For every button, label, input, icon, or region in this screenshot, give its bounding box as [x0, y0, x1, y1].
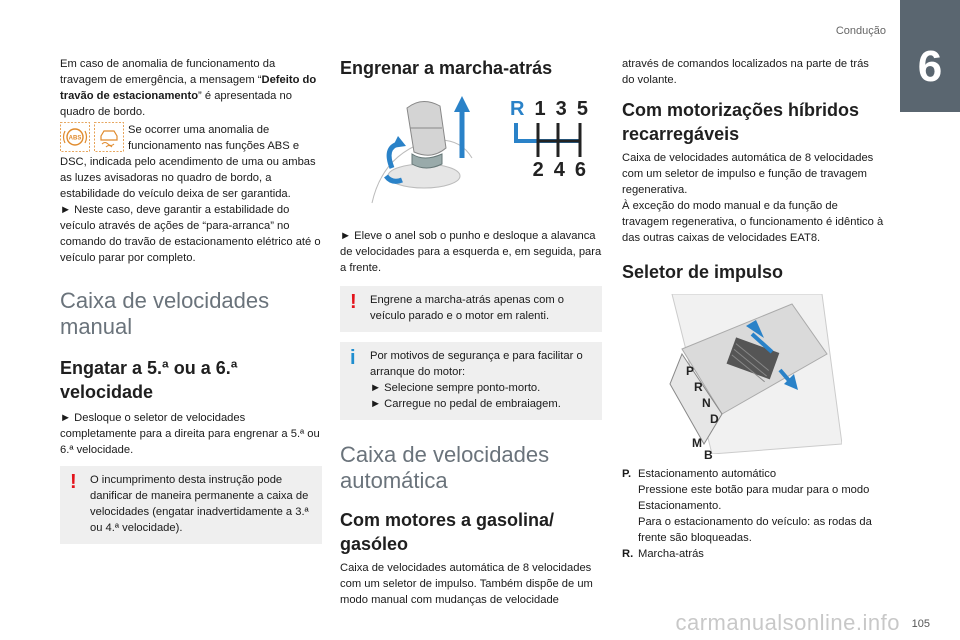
selector-letter-m: M: [692, 436, 702, 450]
selector-definition-list: [622, 466, 884, 562]
info-i-icon: i: [350, 347, 356, 369]
gear-label-5: 5: [576, 98, 588, 120]
gear-gate-lines: [510, 121, 588, 159]
gear-label-6: 6: [574, 159, 586, 181]
gear-pattern-diagram: [510, 98, 588, 188]
definition-p: P. Estacionamento automático Pressione este botão para mudar para o modo Estacionamento. Para o estacionamento do veículo: as rodas da frente são bloqueadas.: [622, 468, 872, 544]
abs-warning-icon: [60, 122, 90, 152]
column-3: [622, 56, 884, 562]
bullet-engage-reverse: ► Eleve o anel sob o punho e desloque a alavanca de velocidades para a esquerda e, em seguida, para a frente.: [340, 230, 602, 274]
dsc-warning-icon: [94, 122, 124, 152]
warning-note-reverse: ! Engrene a marcha-atrás apenas com o veículo parado e o motor em ralenti.: [340, 286, 602, 332]
page-header-title: Condução: [835, 25, 886, 37]
selector-letter-d: D: [710, 412, 719, 426]
abs-warning-row: [60, 122, 322, 154]
heading-manual-gearbox: Caixa de velocidades manual: [60, 288, 270, 339]
gear-label-1: 1: [534, 98, 546, 120]
impulse-selector-illustration: [622, 294, 884, 462]
paragraph-brake-anomaly: Em caso de anomalia de funcionamento da travagem de emergência, a mensagem “Defeito do travão de estacionamento” é apresentada no quadro de bordo.: [60, 58, 317, 118]
warning-exclamation-icon: !: [70, 471, 77, 493]
heading-engage-5-6: Engatar a 5.ª ou a 6.ª velocidade: [60, 358, 238, 402]
heading-engage-reverse: Engrenar a marcha-atrás: [340, 58, 553, 78]
selector-letter-p: P: [686, 364, 695, 378]
heading-automatic-gearbox: Caixa de velocidades automática: [340, 442, 550, 493]
chapter-number: 6: [917, 42, 943, 91]
selector-letters: [682, 364, 762, 462]
gear-label-4: 4: [553, 159, 565, 181]
gear-lever-illustration: [362, 88, 482, 208]
warning-exclamation-icon: !: [350, 291, 357, 313]
reverse-gear-illustration: [340, 88, 602, 208]
page-number: 105: [911, 618, 930, 630]
abs-warning-text: DSC, indicada pelo acendimento de uma ou ambas as luzes avisadoras no quadro de bordo, a estabilidade do veículo deixa de ser garantida.: [60, 156, 316, 200]
selector-letter-r: R: [694, 380, 703, 394]
heading-hybrid: Com motorizações híbridos recarregáveis: [622, 100, 860, 144]
paragraph-petrol-diesel: Caixa de velocidades automática de 8 velocidades com um seletor de impulso. Também dispõe de um modo manual com mudanças de velocidade: [340, 562, 593, 606]
watermark: carmanualsonline.info: [675, 610, 900, 635]
gear-label-r: R: [510, 98, 525, 120]
selector-letter-n: N: [702, 396, 711, 410]
gear-label-2: 2: [532, 159, 544, 181]
paragraph-hybrid-1: Caixa de velocidades automática de 8 velocidades com um seletor de impulso e função de travagem regenerativa.: [622, 152, 874, 196]
heading-impulse-selector: Seletor de impulso: [622, 262, 784, 282]
bullet-engage-5-6: ► Desloque o seletor de velocidades completamente para a direita para engrenar a 5.ª ou 6.ª velocidade.: [60, 412, 320, 456]
column-1: [60, 56, 322, 544]
warning-note-gear-damage: ! O incumprimento desta instrução pode danificar de maneira permanente a caixa de velocidades (engatar inadvertidamente a 3.ª ou 4.ª velocidade).: [60, 466, 322, 544]
column-2: [340, 56, 602, 608]
definition-r: R. Marcha-atrás: [622, 548, 704, 560]
gear-label-3: 3: [555, 98, 567, 120]
chapter-tab: [900, 0, 960, 112]
paragraph-steering-controls: através de comandos localizados na parte de trás do volante.: [622, 58, 869, 86]
paragraph-hybrid-2: À exceção do modo manual e da função de travagem regenerativa, o funcionamento é idêntico à das outras caixas de velocidades EAT8.: [622, 200, 884, 244]
svg-text:ABS: ABS: [68, 135, 82, 142]
heading-petrol-diesel: Com motores a gasolina/ gasóleo: [340, 510, 555, 554]
selector-letter-b: B: [704, 448, 713, 462]
abs-warning-inline-text: Se ocorrer uma anomalia de funcionamento nas funções ABS e: [128, 124, 300, 152]
info-note-safety: i Por motivos de segurança e para facilitar o arranque do motor: ► Selecione sempre ponto-morto. ► Carregue no pedal de embraiagem.: [340, 342, 602, 420]
bullet-park-brake-stability: ► Neste caso, deve garantir a estabilidade do veículo através de ações de “para-arranca” no comando do travão de estacionamento elétrico até o veículo parar por completo.: [60, 204, 321, 264]
